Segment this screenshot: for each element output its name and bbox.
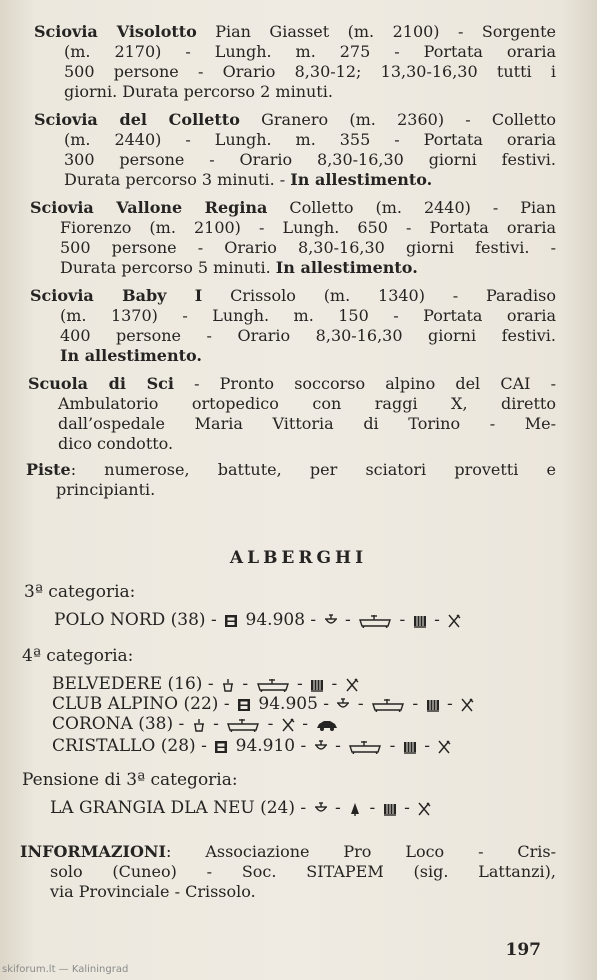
entry-line-4-1 (30, 286, 556, 305)
phone-icon (237, 698, 251, 712)
separator: - (418, 736, 436, 756)
entry-line-2-2 (64, 130, 556, 149)
entry-line-3-1 (30, 198, 556, 217)
hotel-phone: 94.905 (253, 694, 318, 714)
entry-text: dico condotto. (58, 434, 174, 453)
entry-line-4-3 (60, 326, 556, 345)
shower-icon (348, 802, 362, 816)
entry-title: INFORMAZIONI (20, 842, 167, 861)
hotel-name: LA GRANGIA DLA NEU (24) (50, 798, 295, 818)
washbasin-icon (324, 614, 338, 628)
separator: - (218, 694, 235, 714)
hotel-name: CRISTALLO (28) (52, 736, 196, 756)
hotel-row (52, 714, 341, 734)
entry-text: : numerose, battute, per sciatori provetti e (70, 460, 556, 479)
separator: - (205, 610, 223, 630)
entry-text: : Associazione Pro Loco - Cris- (166, 842, 556, 861)
separator: - (394, 610, 411, 630)
entry-line-2-4 (64, 170, 432, 189)
separator: - (173, 714, 190, 734)
separator: - (398, 798, 416, 818)
entry-text: (m. 1370) - Lungh. m. 150 - Portata oraria (60, 306, 556, 325)
hotel-row (52, 674, 361, 694)
hotel-row (52, 694, 476, 714)
phone-icon (214, 740, 228, 754)
separator: - (291, 674, 309, 694)
watermark-text: skiforum.lt — Kaliningrad (2, 964, 129, 975)
entry-title: Sciovia del Colletto (34, 110, 240, 129)
radiator-icon (426, 698, 440, 712)
entry-line-1-3 (64, 62, 556, 81)
separator: - (195, 736, 213, 756)
info-line-3 (50, 882, 256, 901)
entry-text: Fiorenzo (m. 2100) - Lungh. 650 - Portata oraria (60, 218, 556, 237)
entry-text: Crissolo (m. 1340) - Paradiso (202, 286, 556, 305)
separator: - (329, 736, 347, 756)
entry-text: Durata percorso 3 minuti. - (64, 170, 291, 189)
hotel-phone: 94.908 (240, 610, 306, 630)
entry-text: Durata percorso 5 minuti. (60, 258, 276, 277)
bath-icon (358, 614, 392, 628)
entry-text: principianti. (56, 480, 156, 499)
phone-icon (224, 614, 238, 628)
hotel-row (54, 610, 463, 630)
separator: - (207, 714, 225, 734)
entry-line-5-4 (58, 434, 173, 453)
separator: - (441, 694, 459, 714)
entry-line-5-1 (28, 374, 556, 393)
entry-text: giorni. Durata percorso 2 minuti. (64, 82, 333, 101)
radiator-icon (403, 740, 417, 754)
separator: - (329, 798, 347, 818)
entry-line-4-2 (60, 306, 556, 325)
entry-text: 300 persone - Orario 8,30-16,30 giorni festivi. (64, 150, 556, 169)
entry-text: solo (Cuneo) - Soc. SITAPEM (sig. Lattanzi), (50, 862, 556, 881)
entry-line-2-1 (34, 110, 556, 129)
section-heading-alberghi: ALBERGHI (229, 548, 368, 568)
entry-text: (m. 2440) - Lungh. m. 355 - Portata oraria (64, 130, 556, 149)
entry-text: (m. 2170) - Lungh. m. 275 - Portata oraria (64, 42, 556, 61)
separator: - (295, 736, 312, 756)
entry-text: Granero (m. 2360) - Colletto (239, 110, 557, 129)
separator: - (317, 694, 335, 714)
sink-icon (221, 678, 235, 692)
category-label: Pensione di 3ª categoria: (22, 770, 238, 790)
bath-icon (371, 698, 405, 712)
info-line-2 (50, 862, 556, 881)
fork-knife-icon (437, 740, 451, 754)
entry-line-3-3 (60, 238, 556, 257)
separator: - (407, 694, 424, 714)
separator: - (364, 798, 381, 818)
entry-text: dall’ospedale Maria Vittoria di Torino - Me- (58, 414, 556, 433)
entry-text: 500 persone - Orario 8,30-12; 13,30-16,30 tutti i (64, 62, 556, 81)
separator: - (384, 736, 401, 756)
entry-text: via Provinciale - Crissolo. (50, 882, 256, 901)
hotel-row (50, 798, 433, 818)
hotel-name: CLUB ALPINO (22) (52, 694, 219, 714)
entry-status: In allestimento. (290, 170, 433, 189)
fork-knife-icon (417, 802, 431, 816)
entry-text: 500 persone - Orario 8,30-16,30 giorni festivi. - (60, 238, 556, 257)
entry-line-4-4 (60, 346, 202, 365)
separator: - (326, 674, 343, 694)
entry-title: Sciovia Visolotto (34, 22, 197, 41)
entry-line-1-4 (64, 82, 333, 101)
separator: - (262, 714, 279, 734)
radiator-icon (413, 614, 427, 628)
fork-knife-icon (345, 678, 359, 692)
entry-text: - Pronto soccorso alpino del CAI - (173, 374, 556, 393)
separator: - (339, 610, 357, 630)
entry-line-6-1 (26, 460, 556, 479)
entry-title: Sciovia Baby I (30, 286, 203, 305)
fork-knife-icon (460, 698, 474, 712)
hotel-name: CORONA (38) (52, 714, 174, 734)
entry-text: Colletto (m. 2440) - Pian (267, 198, 557, 217)
entry-text: 400 persone - Orario 8,30-16,30 giorni festivi. (60, 326, 556, 345)
radiator-icon (310, 678, 324, 692)
separator: - (202, 674, 219, 694)
separator: - (305, 610, 322, 630)
washbasin-icon (314, 802, 328, 816)
entry-line-5-2 (58, 394, 556, 413)
fork-knife-icon (281, 718, 295, 732)
entry-line-1-2 (64, 42, 556, 61)
entry-line-3-4 (60, 258, 418, 277)
sink-icon (192, 718, 206, 732)
category-label: 4ª categoria: (22, 646, 134, 666)
entry-line-3-2 (60, 218, 556, 237)
entry-line-2-3 (64, 150, 556, 169)
hotel-phone: 94.910 (230, 736, 296, 756)
washbasin-icon (314, 740, 328, 754)
page-number: 197 (505, 940, 541, 960)
entry-title: Sciovia Vallone Regina (30, 198, 268, 217)
separator: - (296, 714, 314, 734)
hotel-name: BELVEDERE (16) (52, 674, 203, 694)
hotel-name: POLO NORD (38) (54, 610, 206, 630)
entry-status: In allestimento. (60, 346, 202, 365)
category-label: 3ª categoria: (24, 582, 136, 602)
car-icon (315, 718, 339, 732)
bath-icon (256, 678, 290, 692)
radiator-icon (383, 802, 397, 816)
entry-line-1-1 (34, 22, 556, 41)
fork-knife-icon (447, 614, 461, 628)
info-line-1 (20, 842, 556, 861)
bath-icon (226, 718, 260, 732)
entry-text: Ambulatorio ortopedico con raggi X, diretto (58, 394, 556, 413)
entry-status: In allestimento. (275, 258, 418, 277)
entry-text: Pian Giasset (m. 2100) - Sorgente (196, 22, 556, 41)
separator: - (352, 694, 370, 714)
hotel-row (52, 736, 453, 756)
entry-title: Piste (26, 460, 71, 479)
washbasin-icon (336, 698, 350, 712)
bath-icon (348, 740, 382, 754)
separator: - (428, 610, 446, 630)
entry-line-6-2 (56, 480, 155, 499)
separator: - (295, 798, 312, 818)
separator: - (236, 674, 254, 694)
entry-line-5-3 (58, 414, 556, 433)
entry-title: Scuola di Sci (28, 374, 174, 393)
